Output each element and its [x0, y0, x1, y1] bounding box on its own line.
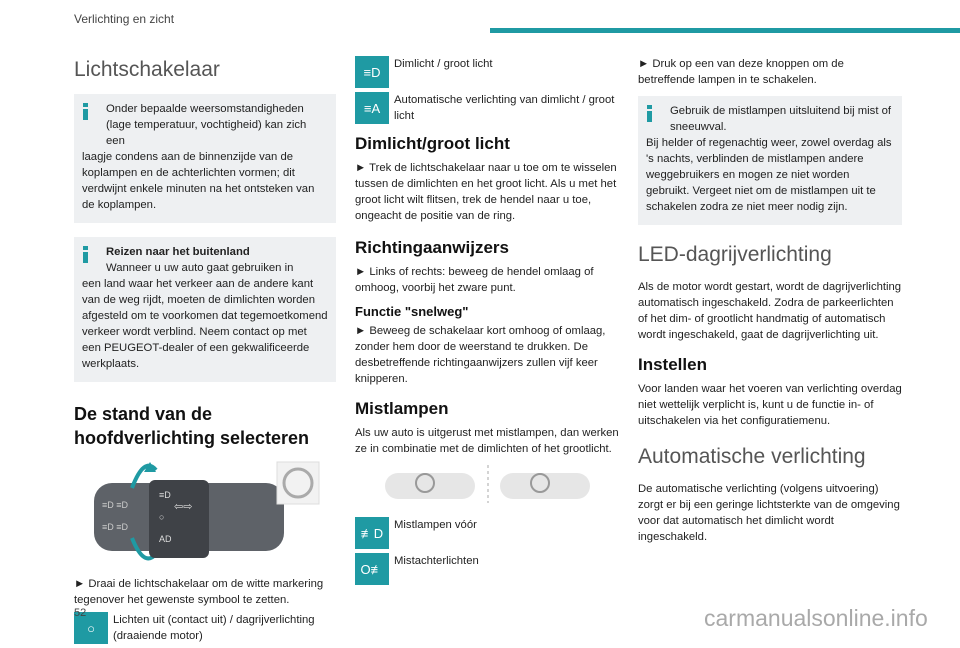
header-accent-bar — [490, 28, 960, 33]
heading-richting: Richtingaanwijzers — [355, 238, 509, 257]
rear-fog-icon: O≢ — [355, 553, 389, 585]
note-title: Reizen naar het buitenland — [106, 246, 250, 258]
illustration-fog-switches — [355, 463, 621, 513]
dipped-beam-icon: ≡D — [355, 56, 389, 88]
heading-instellen: Instellen — [638, 355, 707, 374]
info-note-condens — [74, 94, 336, 223]
text-druk: ► Druk op een van deze knoppen om de betreffende lampen in te schakelen. — [638, 58, 844, 86]
note-text-line1: Wanneer u uw auto gaat gebruiken in — [106, 262, 294, 274]
info-note-buitenland — [74, 237, 336, 382]
column-3 — [638, 56, 902, 549]
note-text-rest: laagje condens aan de binnenzijde van de koplampen en de achterlichten vormen; dit verdwijnt enkele minuten na het ontsteken van de koplampen. — [82, 151, 315, 211]
icon-item-dimlicht — [355, 56, 621, 88]
heading-stand-hoofdverlichting: De stand van de hoofdverlichting selecteren — [74, 404, 310, 448]
icon-item-label: Mistachterlichten — [394, 555, 479, 567]
text-richting: ► Links of rechts: beweeg de hendel omlaag of omhoog, voorbij het zware punt. — [355, 266, 594, 294]
note-text-line1: Onder bepaalde weersomstandigheden (lage temperatuur, vochtigheid) kan zich een — [106, 103, 307, 147]
text-dimlicht: ► Trek de lichtschakelaar naar u toe om te wisselen tussen de dimlichten en het groot licht. Als u met het groot licht wilt flitsen, trek de hendel naar u toe, ongeacht de positie van de ring. — [355, 162, 617, 222]
svg-text:≡D ≡D: ≡D ≡D — [102, 500, 129, 510]
title-auto: Automatische verlichting — [638, 445, 866, 468]
column-1 — [74, 50, 336, 648]
text-auto: De automatische verlichting (volgens uitvoering) zorgt er bij een geringe lichtsterkte van de omgeving voor dat automatisch het dimlicht wordt ingeschakeld. — [638, 483, 900, 543]
text-snelweg: ► Beweeg de schakelaar kort omhoog of omlaag, zonder hem door de weerstand te drukken. De desbetreffende richtingaanwijzers zullen vijf keer knipperen. — [355, 325, 606, 385]
heading-mist: Mistlampen — [355, 399, 449, 418]
note-text-rest: een land waar het verkeer aan de andere kant van de weg rijdt, moeten de dimlichten worden afgesteld om te voorkomen dat tegemoetkomend verkeer wordt verblind. Neem contact op met een PEUGEOT-dealer of een gekwalificeerde werkplaats. — [82, 278, 328, 370]
title-led: LED-dagrijverlichting — [638, 243, 832, 266]
svg-text:AD: AD — [159, 534, 172, 544]
text-instellen: Voor landen waar het voeren van verlichting overdag niet wettelijk verplicht is, kunt u de functie in- of uitschakelen via het configuratiemenu. — [638, 383, 902, 427]
icon-item-mist-voor — [355, 517, 621, 549]
icon-item-label: Automatische verlichting van dimlicht / groot licht — [394, 94, 615, 122]
icon-item-label: Lichten uit (contact uit) / dagrijverlichting (draaiende motor) — [113, 614, 315, 642]
column-2 — [355, 56, 621, 589]
fog-switch-illustration — [355, 463, 621, 513]
instruction-draai: ► Draai de lichtschakelaar om de witte markering tegenover het gewenste symbool te zetten. — [74, 578, 324, 606]
light-switch-illustration — [74, 458, 336, 568]
icon-item-lichten-uit — [74, 612, 336, 644]
icon-item-automatisch — [355, 92, 621, 124]
auto-lighting-icon: ≡A — [355, 92, 389, 124]
heading-dimlicht: Dimlicht/groot licht — [355, 134, 510, 153]
text-mist: Als uw auto is uitgerust met mistlampen, dan werken ze in combinatie met de dimlichten of het grootlicht. — [355, 427, 619, 455]
icon-item-label: Mistlampen vóór — [394, 519, 477, 531]
icon-item-mist-achter — [355, 553, 621, 585]
watermark: carmanualsonline.info — [704, 605, 928, 631]
note-text-line1: Gebruik de mistlampen uitsluitend bij mist of sneeuwval. — [670, 105, 892, 133]
front-fog-icon: ≢D — [355, 517, 389, 549]
section-header: Verlichting en zicht — [74, 12, 175, 26]
illustration-light-switch — [74, 458, 336, 568]
lights-off-icon: ○ — [74, 612, 108, 644]
info-icon — [83, 103, 88, 120]
info-icon — [647, 105, 652, 122]
svg-text:≡D ≡D: ≡D ≡D — [102, 522, 129, 532]
icon-item-label: Dimlicht / groot licht — [394, 58, 493, 70]
svg-text:≡D: ≡D — [159, 490, 171, 500]
heading-snelweg: Functie "snelweg" — [355, 304, 469, 319]
info-note-mistlampen — [638, 96, 902, 225]
title-lichtschakelaar: Lichtschakelaar — [74, 58, 220, 81]
svg-text:⇦⇨: ⇦⇨ — [174, 501, 193, 513]
info-icon — [83, 246, 88, 263]
text-led: Als de motor wordt gestart, wordt de dagrijverlichting automatisch ingeschakeld. Zodra de parkeerlichten of het dim- of grootlicht handmatig of automatisch wordt ingeschakeld, gaat de dagrijverlichting uit. — [638, 281, 902, 341]
svg-text:○: ○ — [159, 512, 165, 522]
note-text-rest: Bij helder of regenachtig weer, zowel overdag als 's nachts, verblinden de mistlampen andere weggebruikers en mogen ze niet worden gebruikt. Vergeet niet om de mistlampen uit te schakelen zodra ze niet meer nodig zijn. — [646, 137, 892, 213]
page-number: 52 — [74, 607, 87, 619]
